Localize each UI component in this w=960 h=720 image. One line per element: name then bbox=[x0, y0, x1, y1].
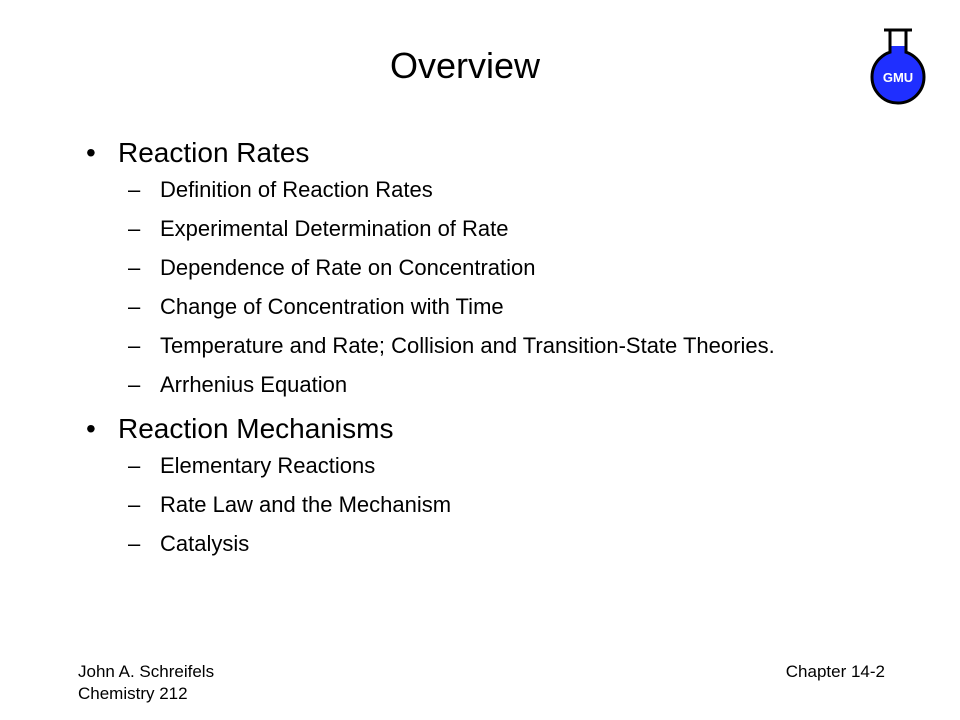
dash: – bbox=[128, 177, 141, 202]
sub-item bbox=[86, 293, 800, 320]
footer-author-block bbox=[78, 661, 214, 705]
sub-item bbox=[86, 371, 800, 398]
dash: – bbox=[128, 453, 141, 478]
dash: – bbox=[128, 255, 141, 280]
sub-item-label: Catalysis bbox=[160, 531, 250, 556]
sub-item-label: Definition of Reaction Rates bbox=[160, 177, 433, 202]
sub-item bbox=[86, 332, 800, 359]
dash: – bbox=[128, 333, 141, 358]
sub-item bbox=[86, 491, 800, 518]
footer-course: Chemistry 212 bbox=[78, 684, 188, 703]
sub-item-label: Arrhenius Equation bbox=[160, 372, 348, 397]
sub-item bbox=[86, 530, 800, 557]
sub-item bbox=[86, 254, 800, 281]
slide-title: Overview bbox=[389, 45, 541, 86]
flask-icon bbox=[866, 26, 930, 106]
footer-author: John A. Schreifels bbox=[78, 662, 215, 681]
logo-text: GMU bbox=[882, 70, 914, 85]
section-heading-label: Reaction Rates bbox=[118, 137, 310, 168]
bullet: • bbox=[86, 137, 96, 168]
sub-item-label: Temperature and Rate; Collision and Transition-State Theories. bbox=[160, 333, 775, 358]
dash: – bbox=[128, 531, 141, 556]
section-heading-label: Reaction Mechanisms bbox=[118, 413, 394, 444]
footer-chapter: Chapter 14-2 bbox=[785, 662, 885, 681]
bullet: • bbox=[86, 413, 96, 444]
dash: – bbox=[128, 492, 141, 517]
sub-item-label: Change of Concentration with Time bbox=[160, 294, 504, 319]
dash: – bbox=[128, 372, 141, 397]
content-list bbox=[86, 134, 866, 569]
section-heading-reaction-mechanisms bbox=[86, 410, 866, 448]
dash: – bbox=[128, 216, 141, 241]
section-heading-reaction-rates bbox=[86, 134, 866, 172]
gmu-flask-logo bbox=[866, 26, 930, 106]
sub-item bbox=[86, 176, 800, 203]
sub-item-label: Dependence of Rate on Concentration bbox=[160, 255, 536, 280]
sub-item bbox=[86, 215, 800, 242]
sub-item-label: Experimental Determination of Rate bbox=[160, 216, 509, 241]
sub-item-label: Rate Law and the Mechanism bbox=[160, 492, 452, 517]
sub-item bbox=[86, 452, 800, 479]
sub-item-label: Elementary Reactions bbox=[160, 453, 376, 478]
dash: – bbox=[128, 294, 141, 319]
